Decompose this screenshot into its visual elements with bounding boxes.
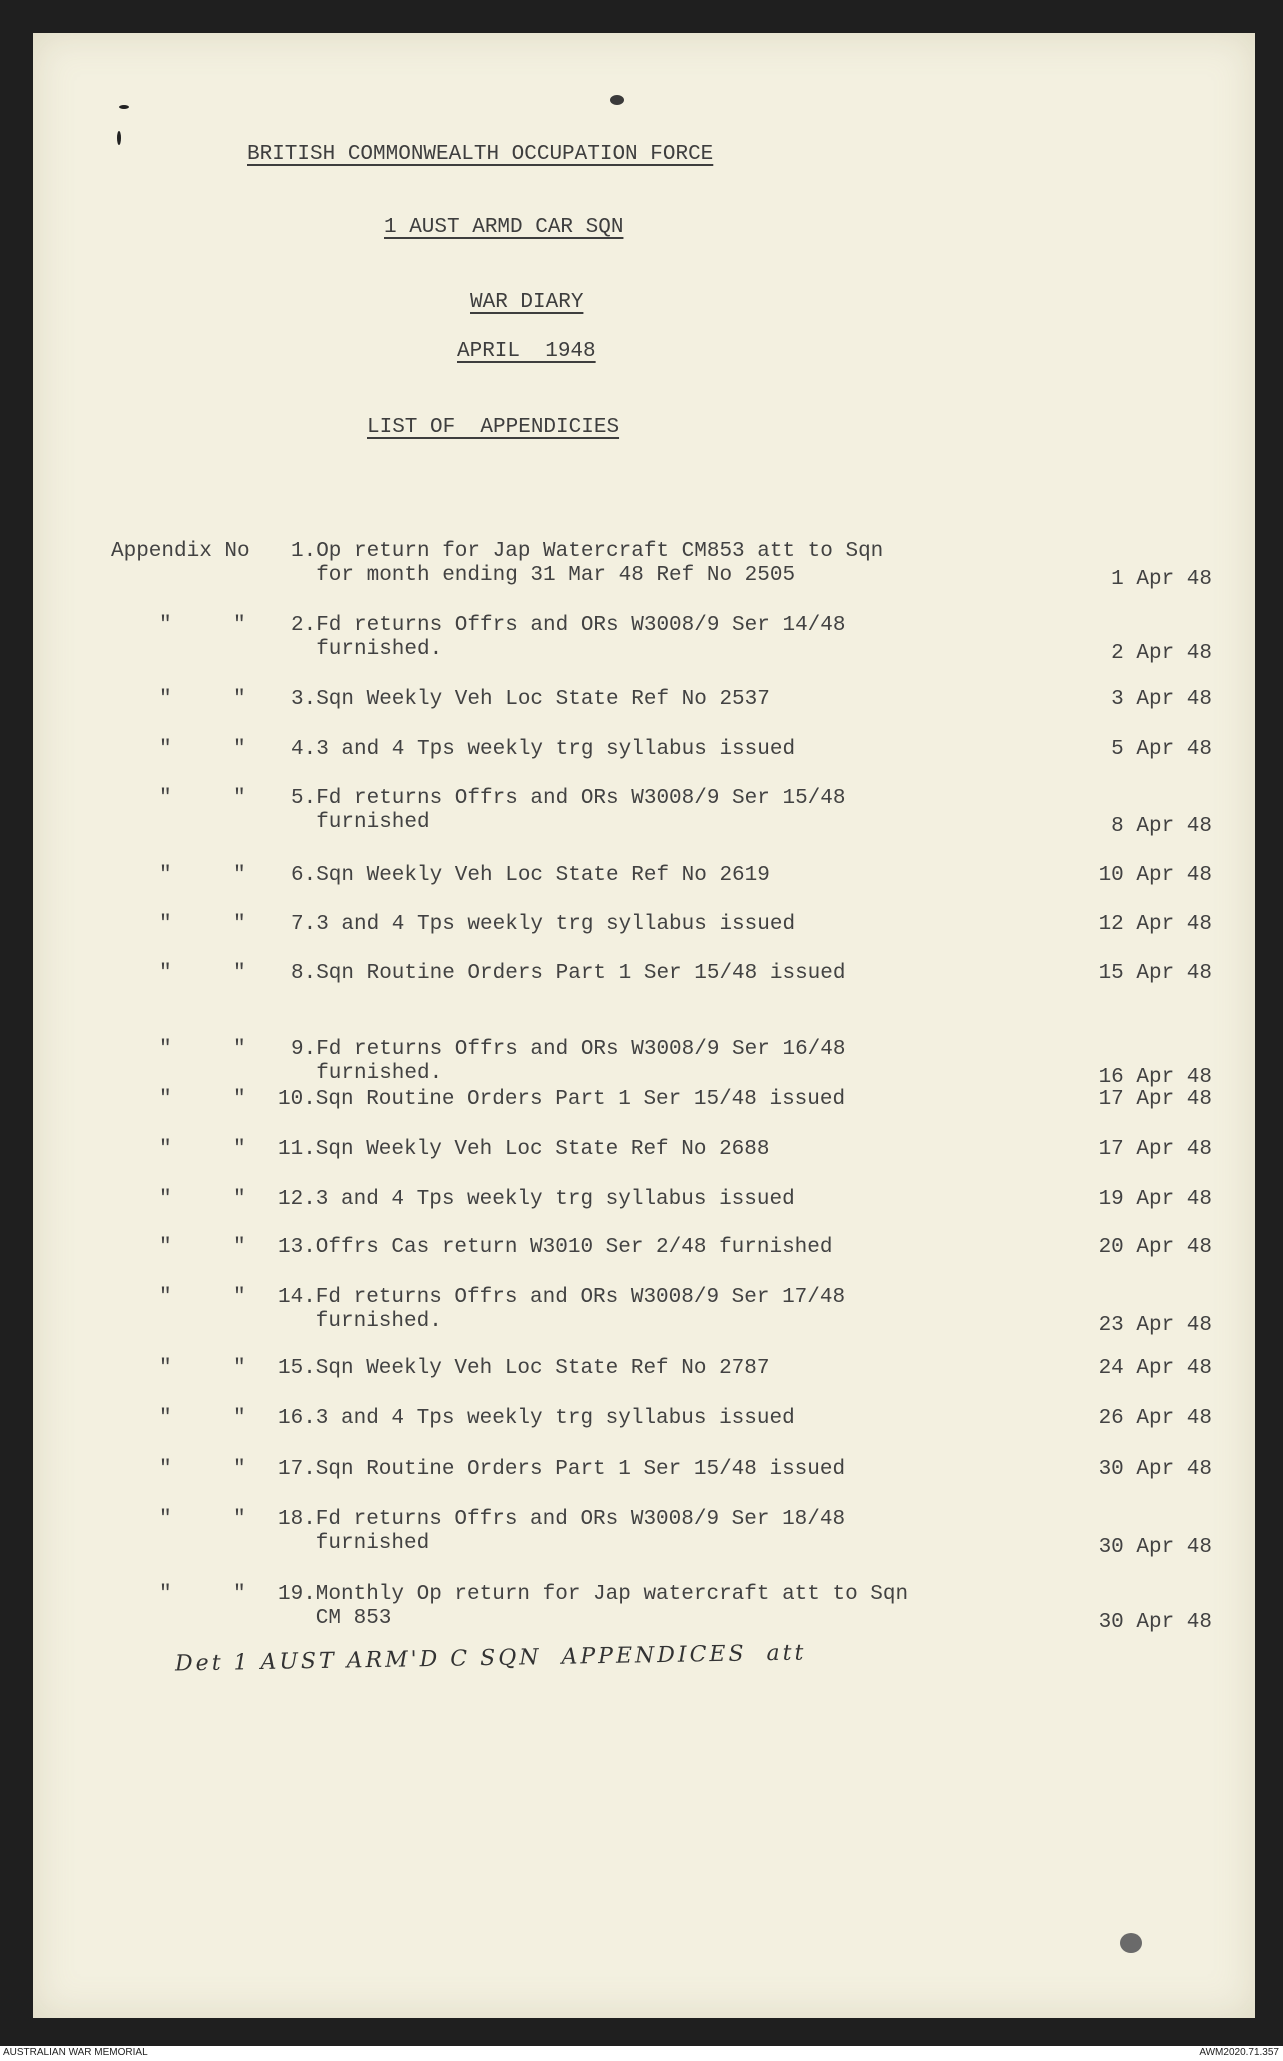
appendix-description-continued: furnished — [315, 1532, 430, 1555]
appendix-date: 20 Apr 48 — [1098, 1236, 1212, 1259]
ditto-mark: " — [233, 1458, 246, 1481]
appendix-number: 2. — [291, 614, 317, 637]
appendix-date: 15 Apr 48 — [1098, 962, 1212, 985]
appendix-description: Offrs Cas return W3010 Ser 2/48 furnished — [315, 1236, 833, 1259]
appendix-number: 15. — [278, 1357, 316, 1380]
appendix-number: 12. — [278, 1188, 316, 1211]
ditto-mark: " — [159, 1458, 172, 1481]
appendix-date: 17 Apr 48 — [1098, 1138, 1212, 1161]
appendix-description: Sqn Routine Orders Part 1 Ser 15/48 issued — [315, 1088, 846, 1111]
appendix-description: Op return for Jap Watercraft CM853 att to Sqn — [316, 540, 884, 563]
appendix-number: 19. — [278, 1583, 316, 1606]
appendix-description: Sqn Routine Orders Part 1 Ser 15/48 issued — [316, 962, 846, 985]
ditto-mark: " — [233, 688, 246, 711]
ditto-mark: " — [159, 738, 172, 761]
appendix-description-continued: furnished. — [315, 1310, 442, 1333]
ditto-mark: " — [159, 688, 172, 711]
ditto-mark: " — [233, 1583, 246, 1606]
ditto-mark: " — [233, 614, 246, 637]
appendix-description: Fd returns Offrs and ORs W3008/9 Ser 16/48 — [316, 1038, 846, 1061]
appendix-description: Sqn Weekly Veh Loc State Ref No 2688 — [315, 1138, 770, 1161]
appendix-number: 8. — [291, 962, 317, 985]
appendix-date: 2 Apr 48 — [1111, 642, 1212, 665]
appendix-number: 10. — [278, 1088, 316, 1111]
ditto-mark: " — [233, 913, 246, 936]
appendix-number: 4. — [291, 738, 317, 761]
appendix-description-continued: furnished — [316, 811, 430, 834]
appendix-date: 23 Apr 48 — [1098, 1314, 1212, 1337]
ditto-mark: " — [159, 1357, 172, 1380]
ditto-mark: " — [159, 864, 172, 887]
appendix-date: 5 Apr 48 — [1111, 738, 1212, 761]
appendix-number: 13. — [278, 1236, 316, 1259]
ditto-mark: " — [233, 864, 246, 887]
ditto-mark: " — [159, 614, 172, 637]
ditto-mark: " — [233, 1188, 246, 1211]
ditto-mark: " — [159, 1138, 172, 1161]
appendix-date: 24 Apr 48 — [1098, 1357, 1212, 1380]
heading-title: WAR DIARY — [470, 291, 584, 314]
appendix-description-continued: furnished. — [316, 1062, 443, 1085]
appendix-date: 30 Apr 48 — [1098, 1458, 1212, 1481]
footer-right: AWM2020.71.357 — [1199, 2047, 1279, 2058]
appendix-number: 5. — [291, 787, 317, 810]
appendix-number: 14. — [278, 1286, 316, 1309]
appendix-description: 3 and 4 Tps weekly trg syllabus issued — [316, 738, 796, 761]
appendix-date: 12 Apr 48 — [1098, 913, 1212, 936]
heading-unit: 1 AUST ARMD CAR SQN — [384, 216, 624, 239]
appendix-description: 3 and 4 Tps weekly trg syllabus issued — [315, 1407, 795, 1430]
ditto-mark: " — [233, 1236, 246, 1259]
appendix-date: 30 Apr 48 — [1098, 1536, 1212, 1559]
appendix-date: 8 Apr 48 — [1111, 815, 1212, 838]
appendix-description: Sqn Routine Orders Part 1 Ser 15/48 issued — [315, 1458, 846, 1481]
ditto-mark: " — [233, 738, 246, 761]
ditto-mark: " — [233, 1038, 246, 1061]
heading-force: BRITISH COMMONWEALTH OCCUPATION FORCE — [247, 143, 714, 166]
appendix-number: 9. — [291, 1038, 317, 1061]
ditto-mark: " — [233, 1407, 246, 1430]
handwritten-note: Det 1 AUST ARM'D C SQN APPENDICES att — [174, 1640, 807, 1677]
ditto-mark: " — [233, 1508, 246, 1531]
archive-footer — [0, 2046, 1283, 2061]
appendix-description-continued: furnished. — [316, 638, 443, 661]
appendix-number: 1. — [291, 540, 317, 563]
appendix-date: 16 Apr 48 — [1098, 1066, 1212, 1089]
footer-left: AUSTRALIAN WAR MEMORIAL — [3, 2047, 148, 2058]
appendix-description: Fd returns Offrs and ORs W3008/9 Ser 17/48 — [315, 1286, 846, 1309]
ditto-mark: " — [159, 913, 172, 936]
appendix-date: 26 Apr 48 — [1098, 1407, 1212, 1430]
appendix-description: 3 and 4 Tps weekly trg syllabus issued — [316, 913, 796, 936]
ditto-mark: " — [159, 1407, 172, 1430]
ditto-mark: " — [159, 1038, 172, 1061]
appendix-description-continued: for month ending 31 Mar 48 Ref No 2505 — [316, 564, 796, 587]
appendix-number: 7. — [291, 913, 317, 936]
appendix-description: Fd returns Offrs and ORs W3008/9 Ser 18/48 — [315, 1508, 846, 1531]
appendix-number: 18. — [278, 1508, 316, 1531]
appendix-date: 1 Apr 48 — [1111, 568, 1212, 591]
ditto-mark: " — [233, 1357, 246, 1380]
ditto-mark: " — [159, 1088, 172, 1111]
heading-list-title: LIST OF APPENDICIES — [367, 416, 620, 439]
ditto-mark: " — [159, 1188, 172, 1211]
appendix-description: Monthly Op return for Jap watercraft att to Sqn — [315, 1583, 909, 1606]
document-page — [33, 33, 1255, 2018]
appendix-description: Fd returns Offrs and ORs W3008/9 Ser 15/48 — [316, 787, 846, 810]
ditto-mark: " — [233, 962, 246, 985]
appendix-date: 17 Apr 48 — [1098, 1088, 1212, 1111]
ditto-mark: " — [233, 1088, 246, 1111]
heading-period: APRIL 1948 — [457, 340, 596, 363]
appendix-date: 3 Apr 48 — [1111, 688, 1212, 711]
ditto-mark: " — [233, 1138, 246, 1161]
ditto-mark: " — [233, 1286, 246, 1309]
appendix-description: Sqn Weekly Veh Loc State Ref No 2787 — [315, 1357, 770, 1380]
appendix-description: Sqn Weekly Veh Loc State Ref No 2619 — [316, 864, 770, 887]
appendix-description: 3 and 4 Tps weekly trg syllabus issued — [315, 1188, 795, 1211]
appendix-date: 30 Apr 48 — [1098, 1611, 1212, 1634]
ditto-mark: " — [159, 1508, 172, 1531]
appendix-number: 11. — [278, 1138, 316, 1161]
appendix-date: 10 Apr 48 — [1098, 864, 1212, 887]
appendix-label: Appendix No — [111, 540, 250, 563]
ditto-mark: " — [159, 1583, 172, 1606]
appendix-number: 16. — [278, 1407, 316, 1430]
appendix-date: 19 Apr 48 — [1098, 1188, 1212, 1211]
appendix-number: 3. — [291, 688, 317, 711]
ditto-mark: " — [159, 962, 172, 985]
appendix-description: Sqn Weekly Veh Loc State Ref No 2537 — [316, 688, 770, 711]
appendix-description-continued: CM 853 — [315, 1607, 392, 1630]
ditto-mark: " — [233, 787, 246, 810]
ditto-mark: " — [159, 1286, 172, 1309]
appendix-number: 6. — [291, 864, 317, 887]
appendix-description: Fd returns Offrs and ORs W3008/9 Ser 14/48 — [316, 614, 846, 637]
appendix-number: 17. — [278, 1458, 316, 1481]
ditto-mark: " — [159, 787, 172, 810]
ditto-mark: " — [159, 1236, 172, 1259]
